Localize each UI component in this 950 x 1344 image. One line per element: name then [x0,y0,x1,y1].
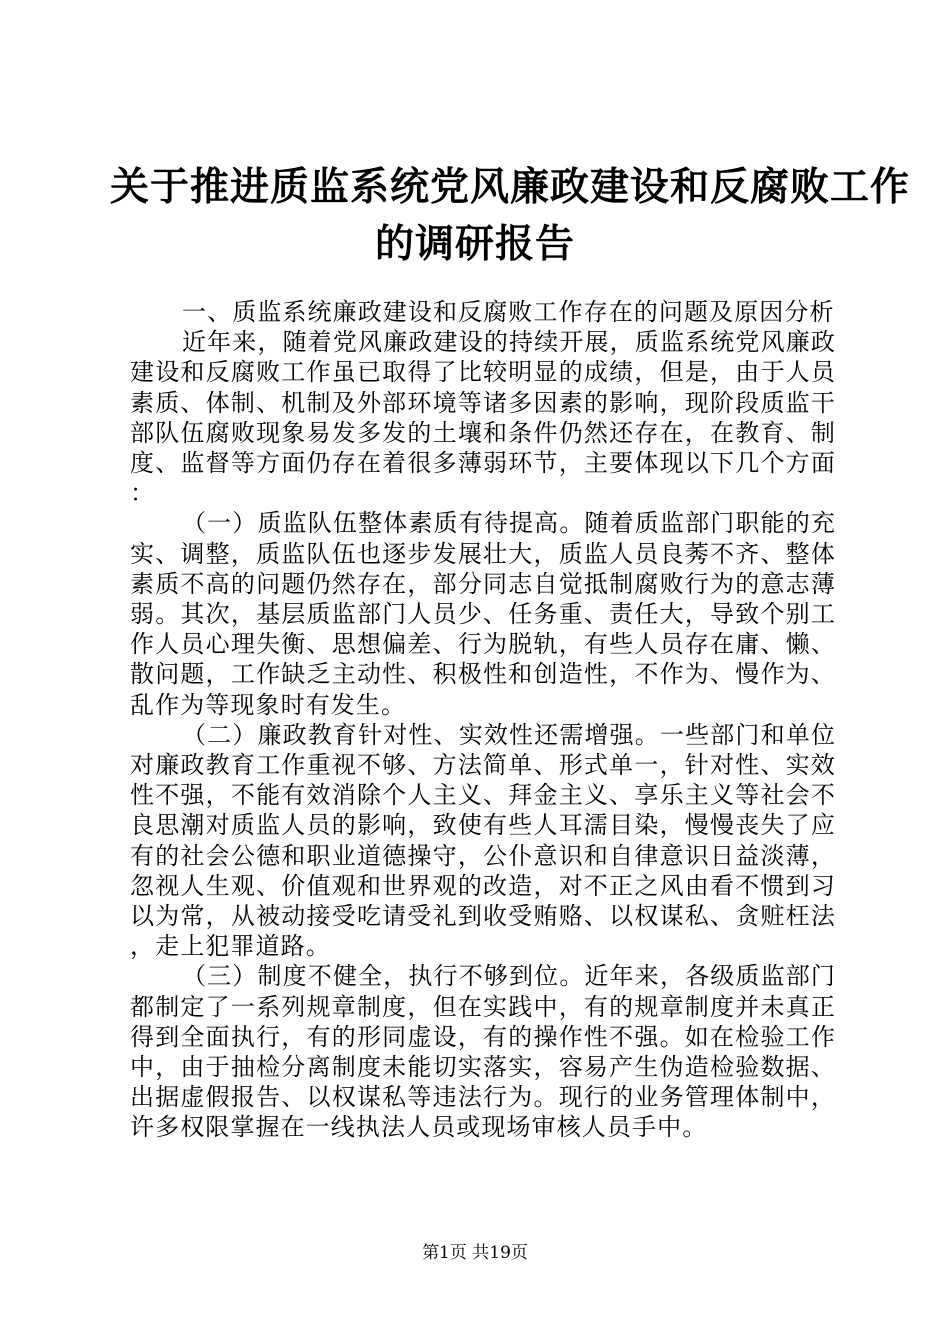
body-paragraph: （一）质监队伍整体素质有待提高。随着质监部门职能的充实、调整，质监队伍也逐步发展壮大，质监人员良莠不齐、整体素质不高的问题仍然存在，部分同志自觉抵制腐败行为的意志薄弱。其次，基层质监部门人员少、任务重、责任大，导致个别工作人员心理失衡、思想偏差、行为脱轨，有些人员存在庸、懒、散问题，工作缺乏主动性、积极性和创造性，不作为、慢作为、乱作为等现象时有发生。 [130,509,836,719]
document-title-line-2: 的调研报告 [374,222,575,267]
document-title-line-1: 关于推进质监系统党风廉政建设和反腐败工作 [110,165,911,210]
body-paragraph: 近年来，随着党风廉政建设的持续开展，质监系统党风廉政建设和反腐败工作虽已取得了比较明显的成绩，但是，由于人员素质、体制、机制及外部环境等诸多因素的影响，现阶段质监干部队伍腐败现象易发多发的土壤和条件仍然还存在，在教育、制度、监督等方面仍存在着很多薄弱环节，主要体现以下几个方面： [130,328,836,508]
section-heading: 一、质监系统廉政建设和反腐败工作存在的问题及原因分析 [182,298,835,326]
document-body [130,297,836,1143]
page-footer: 第1页 共19页 [422,1243,528,1263]
body-paragraph: （三）制度不健全，执行不够到位。近年来，各级质监部门都制定了一系列规章制度，但在实践中，有的规章制度并未真正得到全面执行，有的形同虚设，有的操作性不强。如在检验工作中，由于抽检分离制度未能切实落实，容易产生伪造检验数据、出据虚假报告、以权谋私等违法行为。现行的业务管理体制中，许多权限掌握在一线执法人员或现场审核人员手中。 [130,962,836,1142]
body-paragraph: （二）廉政教育针对性、实效性还需增强。一些部门和单位对廉政教育工作重视不够、方法简单、形式单一，针对性、实效性不强，不能有效消除个人主义、拜金主义、享乐主义等社会不良思潮对质监人员的影响，致使有些人耳濡目染，慢慢丧失了应有的社会公德和职业道德操守，公仆意识和自律意识日益淡薄，忽视人生观、价值观和世界观的改造，对不正之风由看不惯到习以为常，从被动接受吃请受礼到收受贿赂、以权谋私、贪赃枉法，走上犯罪道路。 [130,720,836,961]
